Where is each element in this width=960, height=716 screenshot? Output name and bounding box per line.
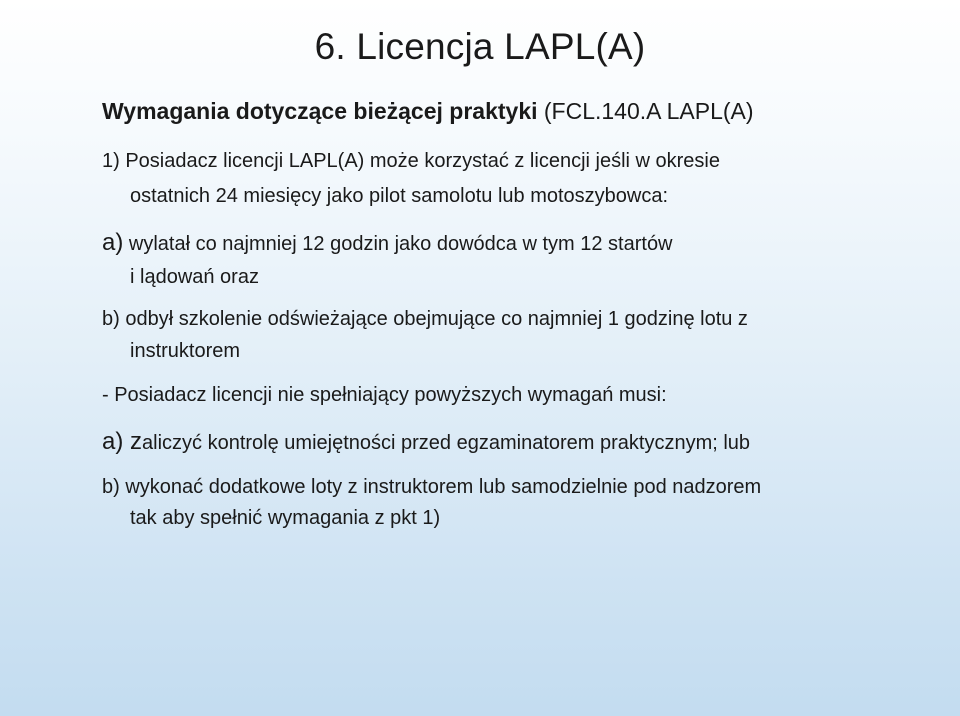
item-a-line1 — [102, 230, 673, 257]
item-b2-line2: tak aby spełnić wymagania z pkt 1) — [130, 507, 441, 529]
slide-title: 6. Licencja LAPL(A) — [314, 26, 646, 67]
item-a2-z: z — [123, 428, 143, 455]
para1-line1: 1) Posiadacz licencji LAPL(A) może korzystać z licencji jeśli w okresie — [102, 150, 720, 172]
item-a2-line — [102, 429, 750, 456]
item-b-line2: instruktorem — [130, 340, 241, 362]
para2: - Posiadacz licencji nie spełniający powyższych wymagań musi: — [102, 384, 667, 406]
item-a-line2: i lądowań oraz — [130, 266, 259, 288]
item-b2-line1: b) wykonać dodatkowe loty z instruktorem lub samodzielnie pod nadzorem — [102, 476, 762, 498]
item-a2-prefix: a) — [102, 428, 124, 455]
item-a-text: wylatał co najmniej 12 godzin jako dowódca w tym 12 startów — [123, 233, 673, 255]
requirements-heading — [102, 98, 754, 124]
para1-line2: ostatnich 24 miesięcy jako pilot samolotu lub motoszybowca: — [130, 185, 669, 207]
requirements-heading-ref: (FCL.140.A LAPL(A) — [537, 98, 754, 124]
item-b-line1: b) odbył szkolenie odświeżające obejmujące co najmniej 1 godzinę lotu z — [102, 308, 748, 330]
requirements-heading-bold: Wymagania dotyczące bieżącej praktyki — [102, 98, 538, 124]
item-a2-text: aliczyć kontrolę umiejętności przed egzaminatorem praktycznym; lub — [142, 432, 751, 454]
item-a-prefix: a) — [102, 229, 124, 256]
